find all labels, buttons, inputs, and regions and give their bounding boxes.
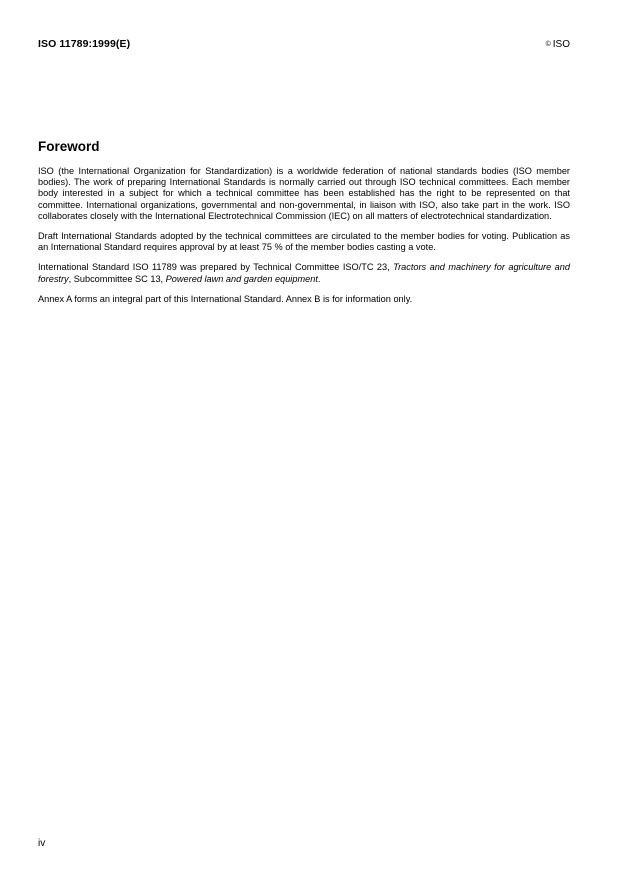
foreword-body (38, 166, 570, 314)
subcommittee-title: Powered lawn and garden equipment (165, 273, 318, 284)
paragraph-preparation (38, 262, 570, 284)
document-id: ISO 11789:1999(E) (38, 38, 131, 50)
section-title: Foreword (38, 139, 100, 154)
preparation-text-2: , Subcommittee SC 13, (68, 273, 166, 284)
page-number: iv (38, 838, 46, 849)
copyright-symbol: © (545, 41, 551, 48)
preparation-text-3: . (317, 273, 321, 284)
paragraph-draft-standards: Draft International Standards adopted by the technical committees are circulated to the member bodies for voting. Publication as an International Standard requires approval by at least 75 % of the member bodies casting a vote. (38, 231, 570, 253)
paragraph-annexes: Annex A forms an integral part of this International Standard. Annex B is for information only. (38, 293, 413, 304)
paragraph-iso-overview: ISO (the International Organization for Standardization) is a worldwide federation of national standards bodies (ISO member bodies). The work of preparing International Standards is normally carried out through ISO technical committees. Each member body interested in a subject for which a technical committee has been established has the right to be represented on that committee. International organizations, governmental and non-governmental, in liaison with ISO, also take part in the work. ISO collaborates closely with the International Electrotechnical Commission (IEC) on all matters of electrotechnical standardization. (38, 166, 570, 221)
committee-title: Tractors and machinery for agriculture and forestry (38, 262, 570, 284)
copyright-text: ISO (552, 39, 570, 50)
page-header (38, 38, 570, 50)
copyright-notice (546, 39, 570, 50)
preparation-text-1: International Standard ISO 11789 was prepared by Technical Committee ISO/TC 23, (38, 262, 394, 273)
